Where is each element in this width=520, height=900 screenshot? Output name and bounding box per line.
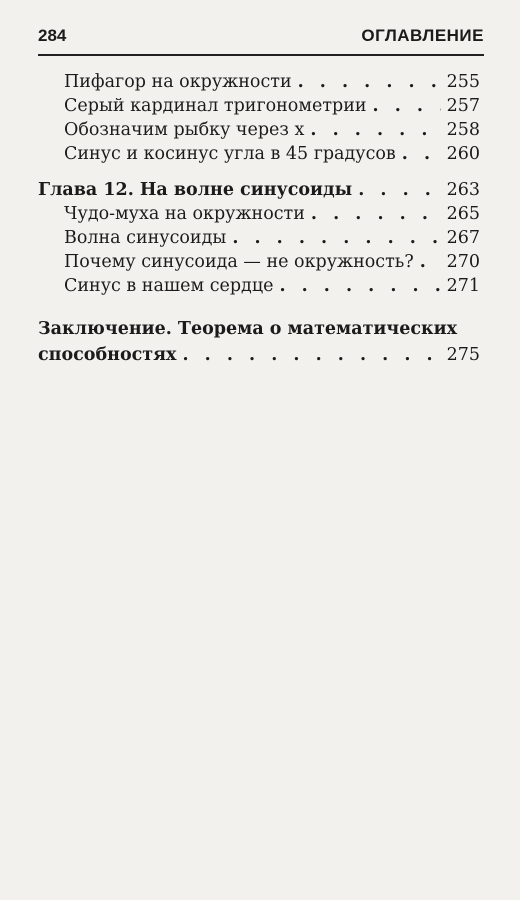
running-header: [38, 26, 484, 46]
toc-entry: Серый кардинал тригонометрии . . . 257: [38, 94, 480, 118]
toc-chapter-entry: Глава 12. На волне синусоиды . . . 263: [38, 178, 480, 202]
toc-entry: Пифагор на окружности . . . 255: [38, 70, 480, 94]
toc-entry: Чудо-муха на окружности . . . 265: [38, 202, 480, 226]
toc-entry: Синус в нашем сердце . . . 271: [38, 274, 480, 298]
running-title: ОГЛАВЛЕНИЕ: [361, 26, 484, 45]
toc-conclusion-entry: Заключение. Теорема о математических способностях . . . 275: [38, 316, 480, 368]
toc-entry: Волна синусоиды . . . 267: [38, 226, 480, 250]
toc-entry: Синус и косинус угла в 45 градусов . . . 260: [38, 142, 480, 166]
header-rule: [38, 54, 484, 56]
page-number: 284: [38, 26, 67, 45]
toc-entry: Обозначим рыбку через x . . . 258: [38, 118, 480, 142]
toc-entry: Почему синусоида — не окружность? . . . 270: [38, 250, 480, 274]
table-of-contents: [38, 70, 480, 368]
